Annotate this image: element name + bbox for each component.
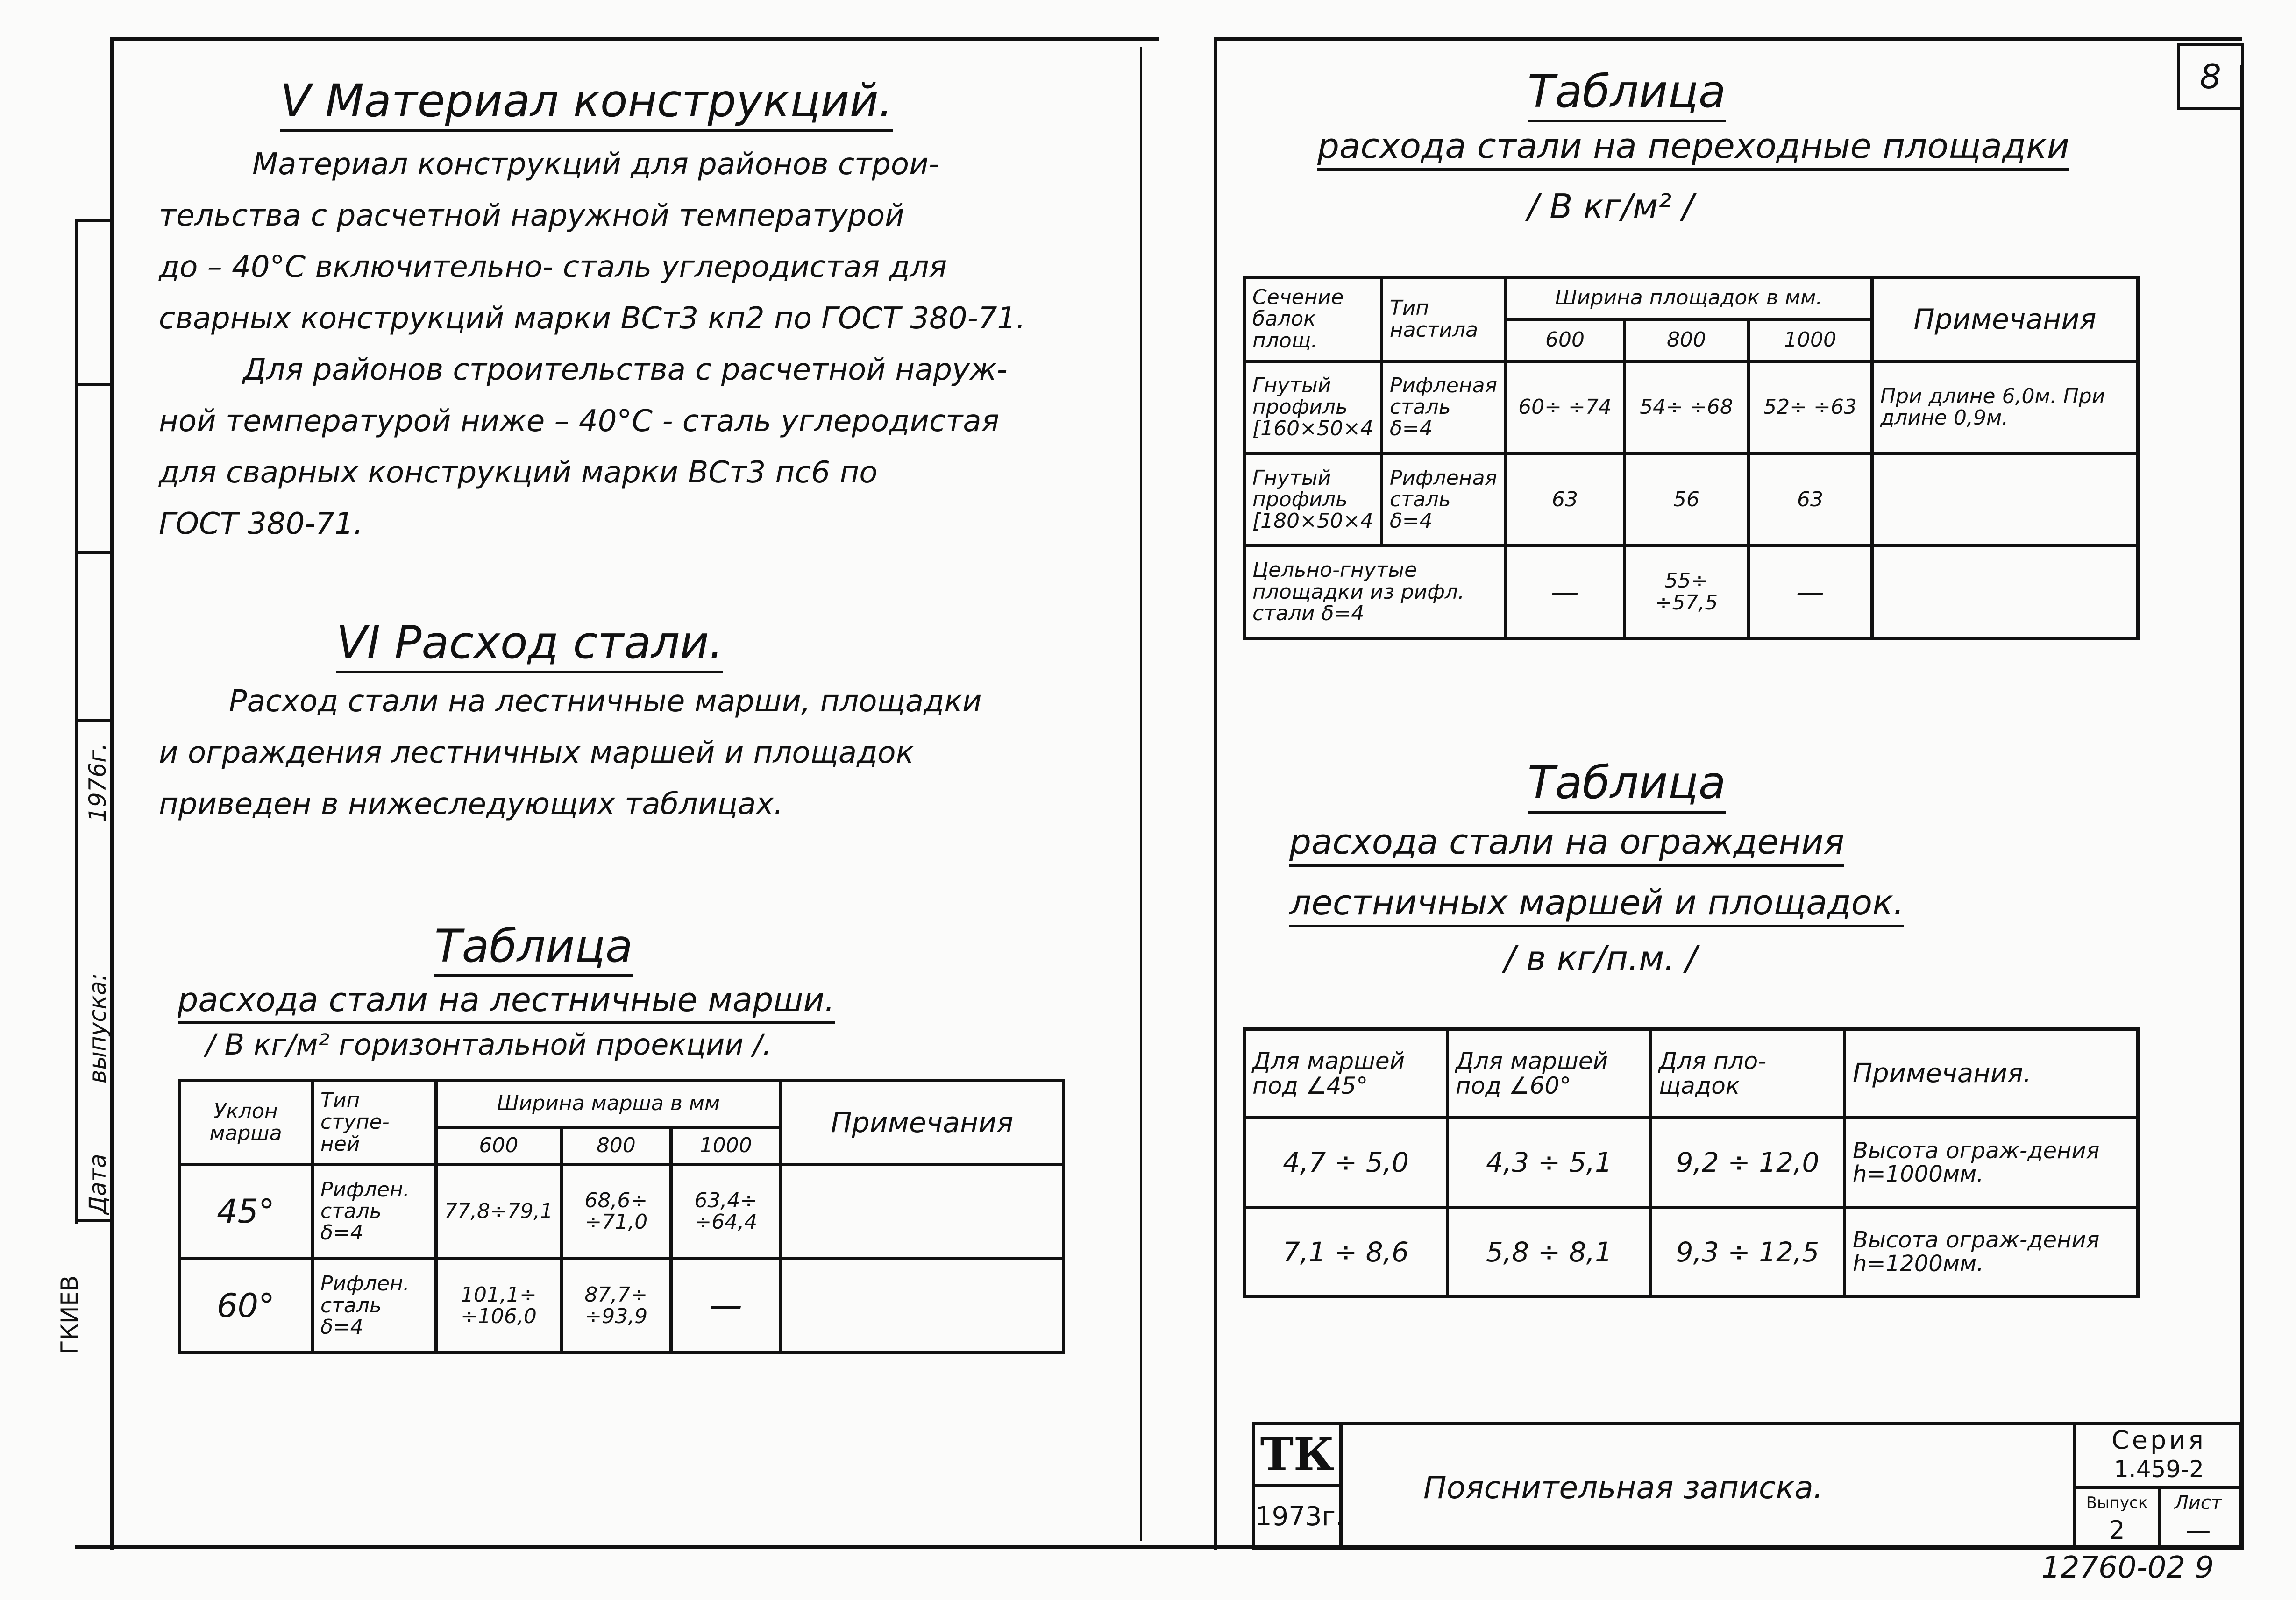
- landings-header-600: 600: [1506, 319, 1625, 361]
- section5-line-8: ГОСТ 380-71.: [159, 507, 363, 541]
- archive-number: 12760-02 9: [2041, 1550, 2214, 1585]
- stairs-header-width: Ширина марша в мм: [436, 1081, 781, 1127]
- section5-line-7: для сварных конструкций марки ВСт3 пс6 по: [159, 455, 878, 490]
- landings-row1-1000: 52÷ ÷63: [1749, 361, 1872, 454]
- stairs-row2-800: 87,7÷ ÷93,9: [561, 1259, 671, 1353]
- stamp-title: Пояснительная записка.: [1423, 1470, 1823, 1506]
- section6-text: [159, 684, 982, 841]
- page-number: 8: [2200, 57, 2221, 96]
- fences-header-land: Для пло-щадок: [1651, 1029, 1845, 1118]
- table-row: [1244, 1207, 2138, 1297]
- table-row: [1244, 1118, 2138, 1208]
- stamp-sheet-cell: [2158, 1489, 2239, 1547]
- section6-line-2: и ограждения лестничных маршей и площадок: [159, 736, 914, 770]
- frame-right: [2240, 65, 2244, 1550]
- margin-tick-1: [75, 219, 112, 222]
- margin-tick-5: [75, 1219, 112, 1222]
- fences-table: [1243, 1027, 2140, 1298]
- fences-header-60: Для маршей под ∠60°: [1448, 1029, 1651, 1118]
- landings-row2-section: Гнутый профиль [180×50×4: [1244, 453, 1382, 546]
- landings-header-section: Сечение балок площ.: [1244, 277, 1382, 361]
- stairs-row1-600: 77,8÷79,1: [436, 1165, 562, 1259]
- stamp-logo: ТК: [1260, 1428, 1335, 1481]
- margin-org: ГКИЕВ: [56, 1275, 83, 1354]
- fences-table-title: Таблица: [1528, 757, 1726, 814]
- landings-row2-600: 63: [1506, 453, 1625, 546]
- landings-row2-note: [1872, 453, 2138, 546]
- stamp-series-label: Серия: [2111, 1425, 2206, 1455]
- stairs-row2-type: Рифлен. сталь δ=4: [313, 1259, 436, 1353]
- stairs-row2-note: [781, 1259, 1063, 1353]
- stairs-row1-1000: 63,4÷ ÷64,4: [671, 1165, 781, 1259]
- landings-header-800: 800: [1625, 319, 1749, 361]
- stamp-issue-cell: [2073, 1489, 2161, 1547]
- stamp-sheet-label: Лист: [2174, 1492, 2222, 1514]
- margin-tick-2: [75, 383, 112, 386]
- stairs-header-600: 600: [436, 1127, 562, 1165]
- landings-row2-800: 56: [1625, 453, 1749, 546]
- fences-table-subtitle-1: расхода стали на ограждения: [1289, 822, 1844, 867]
- landings-row3-1000: —: [1749, 546, 1872, 638]
- landings-header-notes: Примечания: [1872, 277, 2138, 361]
- stairs-row2-600: 101,1÷ ÷106,0: [436, 1259, 562, 1353]
- margin-year-note: 1976г.: [84, 743, 111, 822]
- landings-table-subtitle: расхода стали на переходные площадки: [1317, 126, 2069, 171]
- stairs-header-notes: Примечания: [781, 1081, 1063, 1165]
- fences-row2-note: Высота ограж-дения h=1200мм.: [1845, 1207, 2138, 1297]
- section5-line-2: тельства с расчетной наружной температурой: [159, 198, 904, 233]
- stairs-header-1000: 1000: [671, 1127, 781, 1165]
- section6-line-3: приведен в нижеследующих таблицах.: [159, 787, 783, 821]
- landings-row3-800: 55÷ ÷57,5: [1625, 546, 1749, 638]
- fences-table-subtitle-2: лестничных маршей и площадок.: [1289, 883, 1904, 927]
- page-number-box: [2177, 43, 2244, 110]
- section5-heading: V Материал конструкций.: [280, 75, 893, 132]
- stairs-table-subtitle: расхода стали на лестничные марши.: [178, 981, 835, 1024]
- stamp-year: 1973г.: [1255, 1501, 1344, 1532]
- frame-top-right: [1215, 37, 2242, 41]
- landings-row1-note: При длине 6,0м. При длине 0,9м.: [1872, 361, 2138, 454]
- fences-row2-60: 5,8 ÷ 8,1: [1448, 1207, 1651, 1297]
- landings-header-width: Ширина площадок в мм.: [1506, 277, 1872, 319]
- landings-row3-note: [1872, 546, 2138, 638]
- section6-line-1: Расход стали на лестничные марши, площадки: [229, 684, 982, 719]
- fences-row2-land: 9,3 ÷ 12,5: [1651, 1207, 1845, 1297]
- fences-row1-note: Высота ограж-дения h=1000мм.: [1845, 1118, 2138, 1208]
- section5-line-3: до – 40°С включительно- сталь углеродистая для: [159, 250, 947, 284]
- stamp-issue-value: 2: [2109, 1515, 2125, 1545]
- stamp-issue-label: Выпуск: [2086, 1494, 2148, 1512]
- table-row: [1244, 453, 2138, 546]
- stamp-logo-cell: [1255, 1425, 1343, 1487]
- table-row: [1244, 546, 2138, 638]
- stairs-row1-type: Рифлен. сталь δ=4: [313, 1165, 436, 1259]
- frame-top-left: [112, 37, 1159, 41]
- margin-tick-4: [75, 719, 112, 722]
- margin-tick-3: [75, 551, 112, 554]
- landings-table-units: / В кг/м² /: [1528, 187, 1694, 226]
- stairs-row2-1000: —: [671, 1259, 781, 1353]
- margin-release-label: выпуска:: [84, 973, 111, 1083]
- landings-row1-600: 60÷ ÷74: [1506, 361, 1625, 454]
- stairs-header-slope: Уклон марша: [179, 1081, 313, 1165]
- table-row: [179, 1165, 1064, 1259]
- frame-center-right: [1214, 37, 1217, 1550]
- landings-row3-600: —: [1506, 546, 1625, 638]
- table-row: [1244, 361, 2138, 454]
- section5-line-5: Для районов строительства с расчетной наруж-: [243, 353, 1008, 387]
- landings-table-title: Таблица: [1528, 65, 1726, 122]
- landings-header-type: Тип настила: [1381, 277, 1505, 361]
- section5-line-1: Материал конструкций для районов строи-: [252, 147, 939, 182]
- stamp-year-cell: [1255, 1487, 1343, 1547]
- stairs-header-800: 800: [561, 1127, 671, 1165]
- fences-row1-land: 9,2 ÷ 12,0: [1651, 1118, 1845, 1208]
- fences-table-units: / в кг/п.м. /: [1504, 939, 1697, 978]
- landings-row1-800: 54÷ ÷68: [1625, 361, 1749, 454]
- section5-line-6: ной температурой ниже – 40°С - сталь углеродистая: [159, 404, 1000, 439]
- fences-row1-60: 4,3 ÷ 5,1: [1448, 1118, 1651, 1208]
- stamp-sheet-value: —: [2185, 1515, 2211, 1545]
- stairs-table-units: / В кг/м² горизонтальной проекции /.: [206, 1027, 772, 1062]
- margin-date-label: Дата: [84, 1154, 111, 1214]
- stamp-series-cell: [2073, 1425, 2242, 1489]
- stairs-header-type: Тип ступе-ней: [313, 1081, 436, 1165]
- landings-table: [1243, 276, 2140, 640]
- fences-header-notes: Примечания.: [1845, 1029, 2138, 1118]
- fences-row2-45: 7,1 ÷ 8,6: [1244, 1207, 1448, 1297]
- section5-text: [159, 149, 1025, 560]
- landings-header-1000: 1000: [1749, 319, 1872, 361]
- landings-row1-type: Рифленая сталь δ=4: [1381, 361, 1505, 454]
- stairs-row1-800: 68,6÷ ÷71,0: [561, 1165, 671, 1259]
- stairs-table: [178, 1079, 1065, 1354]
- stairs-row2-slope: 60°: [179, 1259, 313, 1353]
- stairs-row1-slope: 45°: [179, 1165, 313, 1259]
- landings-row3-section: Цельно-гнутые площадки из рифл. стали δ=4: [1244, 546, 1506, 638]
- stairs-table-title: Таблица: [434, 920, 633, 977]
- fences-row1-45: 4,7 ÷ 5,0: [1244, 1118, 1448, 1208]
- landings-row2-1000: 63: [1749, 453, 1872, 546]
- stairs-row1-note: [781, 1165, 1063, 1259]
- fences-header-45: Для маршей под ∠45°: [1244, 1029, 1448, 1118]
- frame-center-left: [1140, 47, 1142, 1541]
- stamp-series-value: 1.459-2: [2114, 1456, 2204, 1483]
- table-row: [179, 1259, 1064, 1353]
- landings-row1-section: Гнутый профиль [160×50×4: [1244, 361, 1382, 454]
- landings-row2-type: Рифленая сталь δ=4: [1381, 453, 1505, 546]
- section6-heading: VI Расход стали.: [336, 616, 723, 673]
- title-block: [1252, 1422, 2242, 1550]
- section5-line-4: сварных конструкций марки ВСт3 кп2 по ГОСТ 380-71.: [159, 301, 1026, 336]
